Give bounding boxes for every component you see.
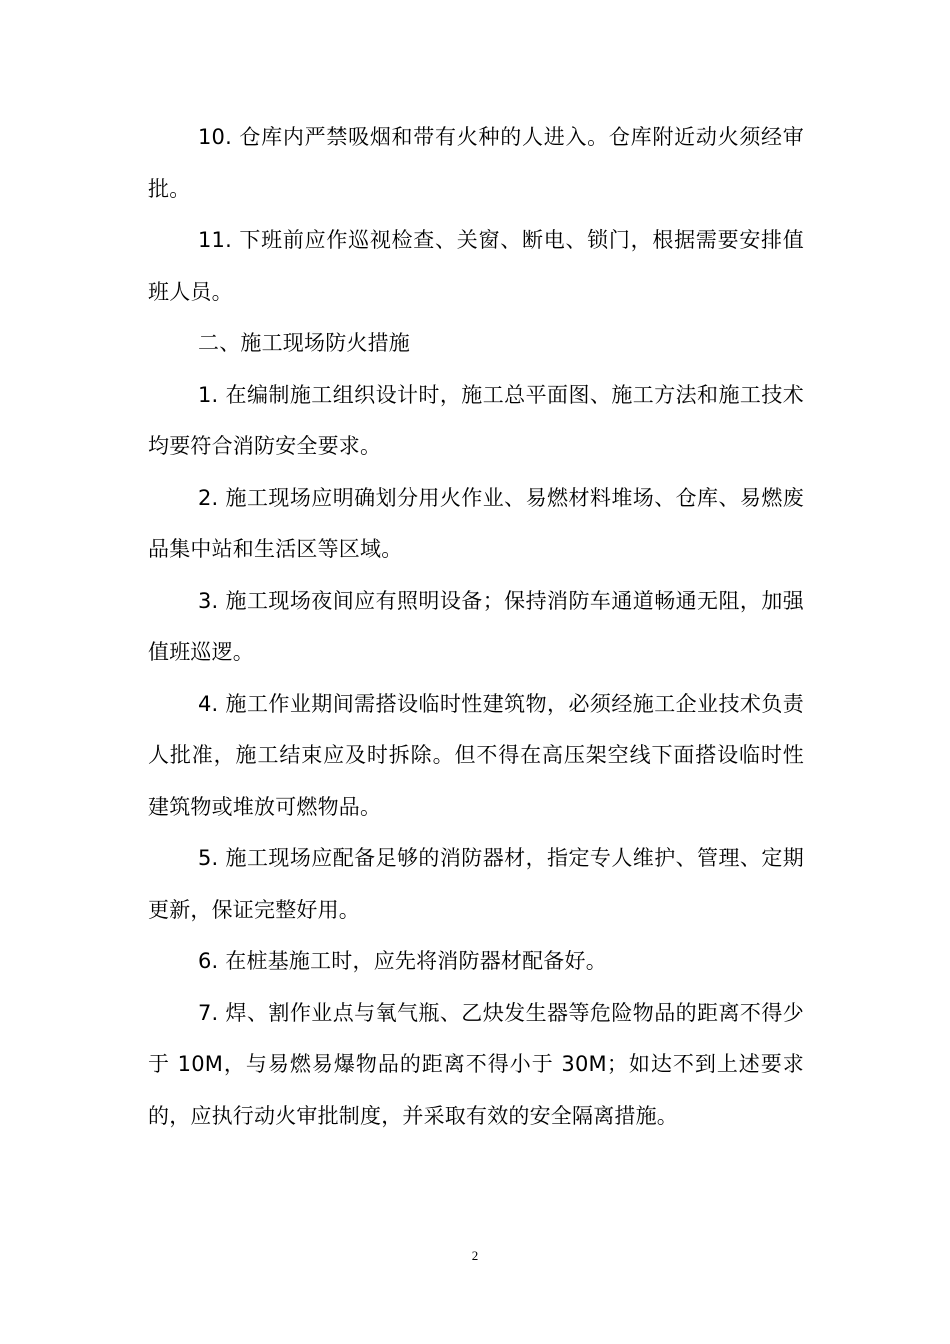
document-body	[148, 112, 804, 1142]
paragraph-item-11: 11. 下班前应作巡视检查、关窗、断电、锁门，根据需要安排值班人员。	[148, 228, 804, 304]
paragraph-item-1: 1. 在编制施工组织设计时，施工总平面图、施工方法和施工技术均要符合消防安全要求。	[148, 382, 804, 458]
paragraph-item-5: 5. 施工现场应配备足够的消防器材，指定专人维护、管理、定期更新，保证完整好用。	[148, 846, 804, 922]
paragraph-item-10: 10. 仓库内严禁吸烟和带有火种的人进入。仓库附近动火须经审批。	[148, 125, 804, 201]
page-number: 2	[471, 1248, 479, 1263]
paragraph-item-6: 6. 在桩基施工时，应先将消防器材配备好。	[198, 949, 607, 973]
section-heading: 二、施工现场防火措施	[198, 331, 410, 355]
paragraph-item-2: 2. 施工现场应明确划分用火作业、易燃材料堆场、仓库、易燃废品集中站和生活区等区域。	[148, 485, 804, 561]
paragraph-item-4: 4. 施工作业期间需搭设临时性建筑物，必须经施工企业技术负责人批准，施工结束应及时拆除。但不得在高压架空线下面搭设临时性建筑物或堆放可燃物品。	[148, 691, 804, 819]
paragraph-item-7: 7. 焊、割作业点与氧气瓶、乙炔发生器等危险物品的距离不得少于 10M，与易燃易爆物品的距离不得小于 30M；如达不到上述要求的，应执行动火审批制度，并采取有效的安全隔离措施。	[148, 1000, 804, 1128]
paragraph-item-3: 3. 施工现场夜间应有照明设备；保持消防车通道畅通无阻，加强值班巡逻。	[148, 588, 804, 664]
